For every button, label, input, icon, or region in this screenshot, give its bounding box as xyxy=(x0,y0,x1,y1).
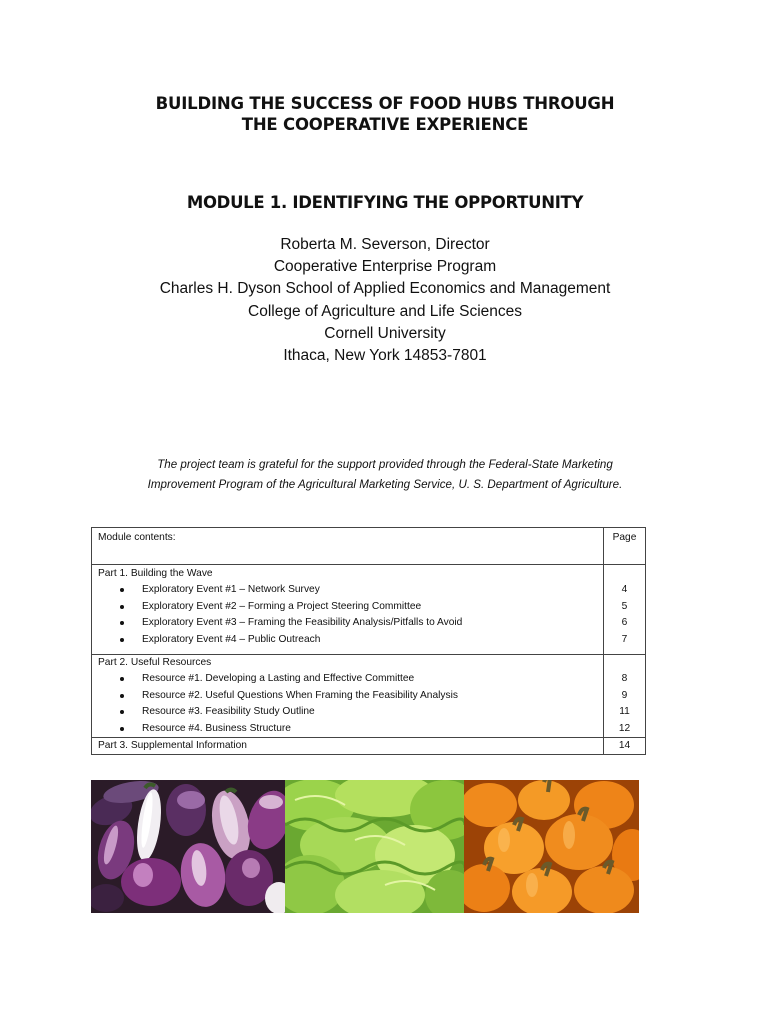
contents-item-resource-1: Resource #1. Developing a Lasting and Effective Committee xyxy=(98,671,603,687)
page-number: 5 xyxy=(621,600,628,612)
contents-item-resource-4: Resource #4. Business Structure xyxy=(98,721,603,737)
page-number: 7 xyxy=(621,633,628,645)
contents-item-exploratory-event-2: Exploratory Event #2 – Forming a Project Steering Committee xyxy=(98,599,603,615)
page-number: 14 xyxy=(618,739,631,751)
acknowledgement xyxy=(0,455,770,495)
page-number: 9 xyxy=(621,689,628,701)
acknowledgement-line-1: The project team is grateful for the support provided through the Federal-State Marketing xyxy=(157,458,613,471)
part-3-title: Part 3. Supplemental Information xyxy=(98,739,247,751)
lettuce-photo xyxy=(285,780,464,913)
contents-header-row xyxy=(92,528,646,565)
part-2-title: Part 2. Useful Resources xyxy=(98,656,212,668)
contents-item-resource-2: Resource #2. Useful Questions When Framing the Feasibility Analysis xyxy=(98,688,603,704)
page-number: 4 xyxy=(621,584,628,596)
contents-part-3-row xyxy=(92,737,646,754)
acknowledgement-line-2: Improvement Program of the Agricultural Marketing Service, U. S. Department of Agriculture. xyxy=(147,478,623,491)
page-column-header: Page xyxy=(604,528,646,565)
contents-header-label: Module contents: xyxy=(92,528,604,565)
contents-table xyxy=(91,527,646,755)
author-address: Ithaca, New York 14853-7801 xyxy=(283,347,487,365)
contents-part-2-row xyxy=(92,654,646,737)
author-block xyxy=(0,234,770,367)
document-title-line-1: BUILDING THE SUCCESS OF FOOD HUBS THROUGH xyxy=(155,94,615,113)
page-number: 8 xyxy=(621,673,628,685)
page-number: 6 xyxy=(621,617,628,629)
contents-item-exploratory-event-1: Exploratory Event #1 – Network Survey xyxy=(98,582,603,598)
pumpkins-photo xyxy=(464,780,639,913)
author-college: College of Agriculture and Life Sciences xyxy=(248,302,522,320)
contents-item-exploratory-event-3: Exploratory Event #3 – Framing the Feasibility Analysis/Pitfalls to Avoid xyxy=(98,615,603,631)
author-university: Cornell University xyxy=(324,324,446,342)
part-1-title: Part 1. Building the Wave xyxy=(98,568,213,579)
author-school: Charles H. Dyson School of Applied Economics and Management xyxy=(159,280,611,298)
produce-photo-strip xyxy=(91,780,639,913)
document-title-line-2: THE COOPERATIVE EXPERIENCE xyxy=(241,115,529,134)
module-title: MODULE 1. IDENTIFYING THE OPPORTUNITY xyxy=(186,193,584,212)
contents-part-1-row xyxy=(92,565,646,655)
page-number: 11 xyxy=(619,706,630,718)
eggplants-photo xyxy=(91,780,285,913)
author-name: Roberta M. Severson, Director xyxy=(280,236,490,253)
page-number: 12 xyxy=(618,722,631,734)
contents-item-exploratory-event-4: Exploratory Event #4 – Public Outreach xyxy=(98,632,603,648)
author-program: Cooperative Enterprise Program xyxy=(273,258,497,276)
contents-item-resource-3: Resource #3. Feasibility Study Outline xyxy=(98,704,603,720)
